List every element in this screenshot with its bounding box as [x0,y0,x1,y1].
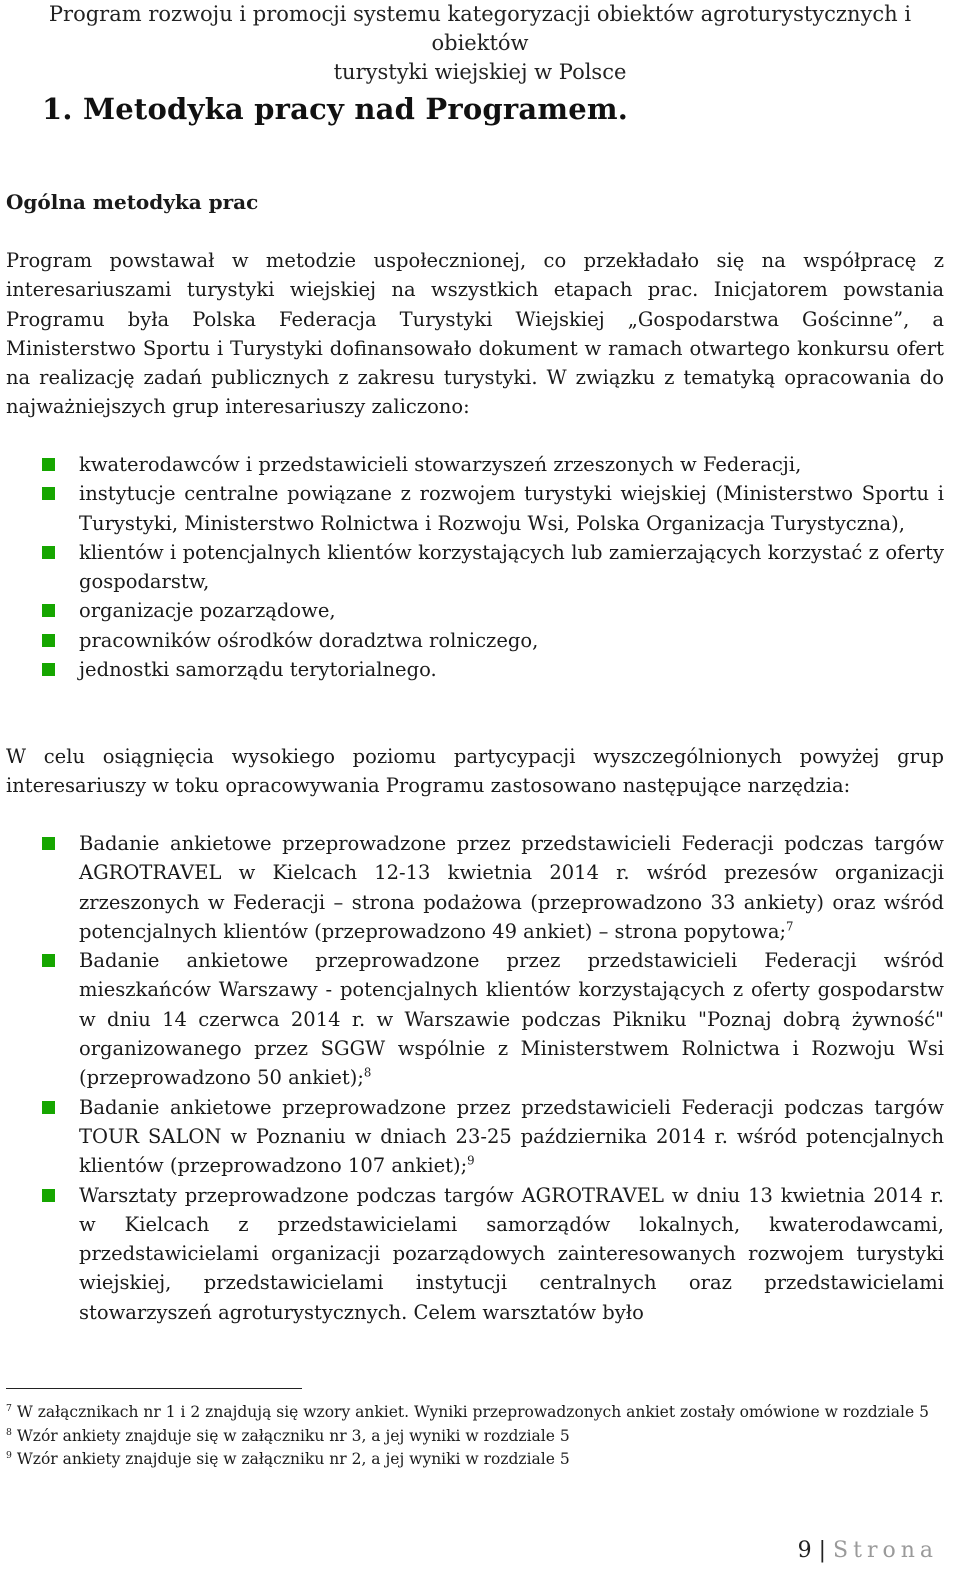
square-bullet-icon [42,954,55,967]
list-item [0,946,944,1092]
list-item [0,538,944,597]
footnote-ref[interactable]: 8 [363,1065,372,1080]
footnote-number: 8 [6,1426,12,1438]
list-item [0,450,944,479]
square-bullet-icon [42,634,55,647]
footnote-text: W załącznikach nr 1 i 2 znajdują się wzory ankiet. Wyniki przeprowadzonych ankiet zostały omówione w rozdziale 5 [16,1403,929,1421]
square-bullet-icon [42,837,55,850]
footnote-number: 9 [6,1449,12,1461]
header-line-1: Program rozwoju i promocji systemu kategoryzacji obiektów agroturystycznych i obiektów [48,2,912,55]
footnote-ref[interactable]: 9 [467,1153,475,1168]
list-item [0,479,944,538]
intro-paragraph: Program powstawał w metodzie uspołecznionej, co przekładało się na współpracę z interesariuszami turystyki wiejskiej na wszystkich etapach prac. Inicjatorem powstania Programu była Polska Federacja Turystyki Wiejskiej „Gospodarstwa Gościnne”, a Ministerstwo Sportu i Turystyki dofinansowało dokument w ramach otwartego konkursu ofert na realizację zadań publicznych z zakresu turystyki. W związku z tematyką opracowania do najważniejszych grup interesariuszy zaliczono: [6,249,944,419]
footnote-ref[interactable]: 7 [786,919,794,934]
footnotes [6,1401,944,1472]
list-item-text: pracowników ośrodków doradztwa rolniczego, [79,628,539,652]
header-line-2: turystyki wiejskiej w Polsce [333,60,627,84]
footnote [6,1425,944,1449]
list-item [0,1181,944,1327]
list-item [0,1093,944,1181]
page-separator: | [818,1538,828,1563]
stakeholders-list [0,450,960,684]
footnote [6,1401,944,1425]
list-item [0,626,944,655]
list-item [0,829,944,946]
footnote-divider [6,1388,302,1389]
list-item-text: klientów i potencjalnych klientów korzystających lub zamierzających korzystać z oferty gospodarstw, [79,540,944,594]
list-item-text: kwaterodawców i przedstawicieli stowarzyszeń zrzeszonych w Federacji, [79,453,802,476]
running-header [0,0,960,87]
page-number [798,1538,938,1563]
list-item-text: jednostki samorządu terytorialnego. [79,658,437,682]
square-bullet-icon [42,604,55,617]
footnote-number: 7 [6,1402,12,1414]
list-item-text: Badanie ankietowe przeprowadzone przez przedstawicieli Federacji podczas targów AGROTRAVEL w Kielcach 12-13 kwietnia 2014 r. wśród prezesów organizacji zrzeszonych w Federacji – strona podażowa (przeprowadzono 33 ankiety) oraz wśród potencjalnych klientów (przeprowadzono 49 ankiet) – strona popytowa; [79,832,944,943]
square-bullet-icon [42,1189,55,1202]
list-item-text: Badanie ankietowe przeprowadzone przez przedstawicieli Federacji wśród mieszkańców Warszawy - potencjalnych klientów korzystających z oferty gospodarstw w dniu 14 czerwca 2014 r. w Warszawie podczas Pikniku "Poznaj dobrą żywność" organizowanego przez SGGW wspólnie z Ministerstwem Rolnictwa i Rozwoju Wsi (przeprowadzono 50 ankiet); [79,949,944,1090]
list-item [0,596,944,625]
section-title: 1. Metodyka pracy nad Programem. [42,92,629,126]
tools-paragraph: W celu osiągnięcia wysokiego poziomu partycypacji wyszczególnionych powyżej grup interesariuszy w toku opracowywania Programu zastosowano następujące narzędzia: [6,745,944,798]
list-item-text: Warsztaty przeprowadzone podczas targów AGROTRAVEL w dniu 13 kwietnia 2014 r. w Kielcach z przedstawicielami samorządów lokalnych, kwaterodawcami, przedstawicielami organizacji pozarządowych zainteresowanych rozwojem turystyki wiejskiej, przedstawicielami instytucji centralnych oraz przedstawicielami stowarzyszeń agroturystycznych. Celem warsztatów było [79,1183,944,1324]
page-number-value: 9 [797,1538,813,1563]
list-item-text: organizacje pozarządowe, [79,599,336,623]
square-bullet-icon [42,1101,55,1114]
subsection-title: Ogólna metodyka prac [6,190,259,214]
footnote-text: Wzór ankiety znajduje się w załączniku nr 3, a jej wyniki w rozdziale 5 [16,1426,570,1445]
footnote-text: Wzór ankiety znajduje się w załączniku nr 2, a jej wyniki w rozdziale 5 [16,1450,570,1468]
footnote [6,1448,944,1472]
square-bullet-icon [42,546,55,559]
list-item-text: Badanie ankietowe przeprowadzone przez przedstawicieli Federacji podczas targów TOUR SALON w Poznaniu w dniach 23-25 października 2014 r. wśród potencjalnych klientów (przeprowadzono 107 ankiet); [79,1095,944,1178]
square-bullet-icon [42,458,55,471]
square-bullet-icon [42,663,55,676]
tools-list [0,829,960,1327]
list-item [0,655,944,684]
list-item-text: instytucje centralne powiązane z rozwojem turystyki wiejskiej (Ministerstwo Sportu i Turystyki, Ministerstwo Rolnictwa i Rozwoju Wsi, Polska Organizacja Turystyczna), [79,482,944,535]
page-label: Strona [833,1538,938,1563]
square-bullet-icon [42,487,55,500]
